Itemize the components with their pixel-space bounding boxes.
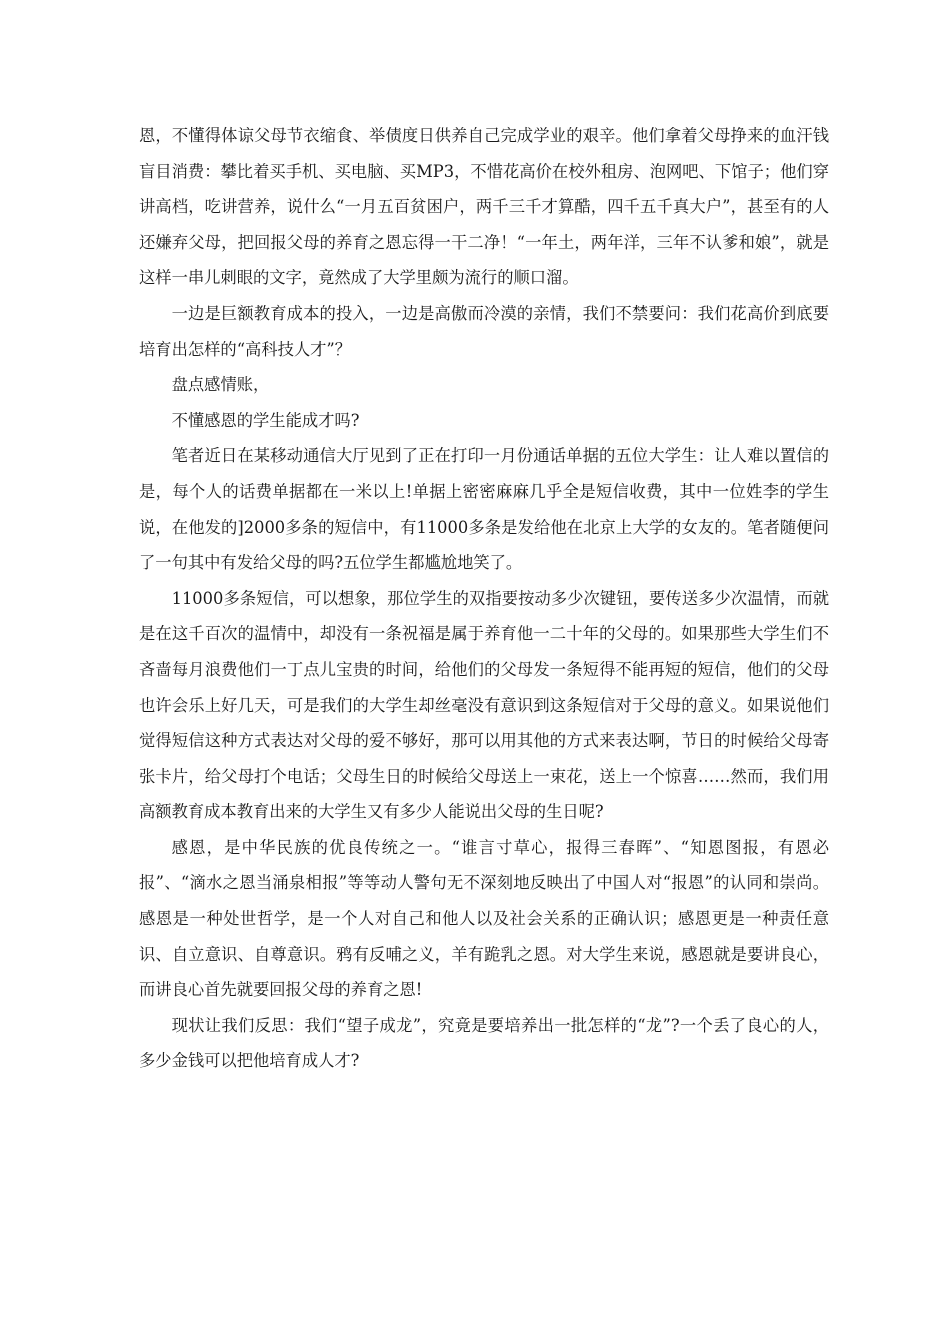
section-heading-line: 盘点感情账，: [171, 375, 270, 395]
paragraph: 现状让我们反思：我们“望子成龙”，究竟是要培养出一批怎样的“龙”?一个丢了良心的人，多少金钱可以把他培育成人才?: [139, 1015, 829, 1071]
paragraph: 感恩，是中华民族的优良传统之一。“谁言寸草心，报得三春晖”、“知恩图报，有恩必报”、“滴水之恩当涌泉相报”等等动人警句无不深刻地反映出了中国人对“报恩”的认同和崇尚。感恩是一种处世哲学，是一个人对自己和他人以及社会关系的正确认识；感恩更是一种责任意识、自立意识、自尊意识。鸦有反哺之义，羊有跪乳之恩。对大学生来说，感恩就是要讲良心，而讲良心首先就要回报父母的养育之恩!: [139, 837, 829, 1000]
section-heading-line: 不懂感恩的学生能成才吗?: [171, 410, 360, 430]
paragraph: 笔者近日在某移动通信大厅见到了正在打印一月份通话单据的五位大学生：让人难以置信的是，每个人的话费单据都在一米以上!单据上密密麻麻几乎全是短信收费，其中一位姓李的学生说，在他发的]2000多条的短信中，有11000多条是发给他在北京上大学的女友的。笔者随便问了一句其中有发给父母的吗?五位学生都尴尬地笑了。: [139, 446, 829, 573]
paragraph: 恩，不懂得体谅父母节衣缩食、举债度日供养自己完成学业的艰辛。他们拿着父母挣来的血汗钱盲目消费：攀比着买手机、买电脑、买MP3，不惜花高价在校外租房、泡网吧、下馆子；他们穿讲高档，吃讲营养，说什么“一月五百贫困户，两千三千才算酷，四千五千真大户”，甚至有的人还嫌弃父母，把回报父母的养育之恩忘得一干二净！“一年土，两年洋，三年不认爹和娘”，就是这样一串儿刺眼的文字，竟然成了大学里颇为流行的顺口溜。: [139, 126, 829, 288]
paragraph: 一边是巨额教育成本的投入，一边是高傲而冷漠的亲情，我们不禁要问：我们花高价到底要培育出怎样的“高科技人才”？: [139, 303, 829, 359]
paragraph: 11000多条短信，可以想象，那位学生的双指要按动多少次键钮，要传送多少次温情，而就是在这千百次的温情中，却没有一条祝福是属于养育他一二十年的父母的。如果那些大学生们不吝啬每月浪费他们一丁点儿宝贵的时间，给他们的父母发一条短得不能再短的短信，他们的父母也许会乐上好几天，可是我们的大学生却丝毫没有意识到这条短信对于父母的意义。如果说他们觉得短信这种方式表达对父母的爱不够好，那可以用其他的方式来表达啊，节日的时候给父母寄张卡片，给父母打个电话；父母生日的时候给父母送上一束花，送上一个惊喜……然而，我们用高额教育成本教育出来的大学生又有多少人能说出父母的生日呢?: [139, 588, 829, 822]
document-body: [139, 118, 829, 1079]
